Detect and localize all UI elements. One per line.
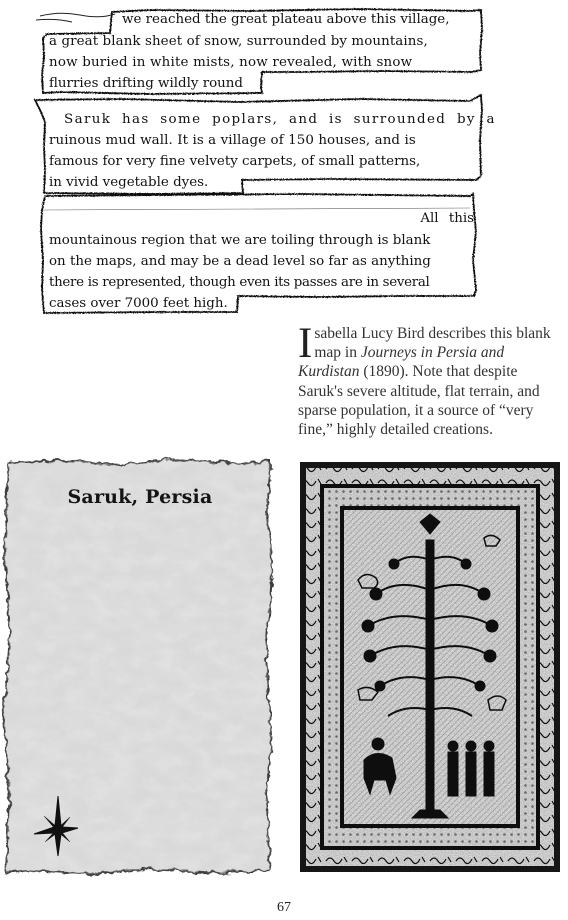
clipping-2-body-rest — [49, 130, 474, 193]
clipping-3-body — [49, 230, 474, 314]
clip3-line-5: cases over 7000 feet high. — [49, 296, 228, 311]
blank-map — [0, 455, 278, 880]
clipping-3-first-line — [408, 208, 474, 229]
clip1-line-4: flurries drifting wildly round — [49, 76, 244, 91]
clip1-line-1: we reached the great plateau above this village, — [122, 12, 450, 27]
clip1-line-3: now buried in white mists, now revealed, with snow — [49, 55, 413, 70]
intro-text-b: (1890). Note that despite Saruk's severe altitude, flat terrain, and sparse population, it a source of “very fine,” highly detailed creations. — [298, 363, 540, 439]
clip2-line-4: in vivid vegetable dyes. — [49, 175, 209, 190]
clip3-line-1: All this — [420, 211, 474, 226]
drop-cap: I — [298, 320, 313, 367]
clip3-line-3: on the maps, and may be a dead level so far as anything — [49, 254, 431, 269]
book-title: Journeys in Persia and Kurdistan — [298, 344, 505, 381]
clip3-line-4: there is represented, though even its passes are in several — [49, 275, 430, 290]
clip3-line-2: mountainous region that we are toiling through is blank — [49, 233, 431, 248]
clipping-2-body — [64, 109, 496, 130]
intro-paragraph — [298, 320, 562, 439]
saruk-carpet-illustration — [298, 460, 562, 874]
clip2-line-2: ruinous mud wall. It is a village of 150 houses, and is — [49, 133, 416, 148]
clip2-line-3: famous for very fine velvety carpets, of small patterns, — [49, 154, 421, 169]
intro-text-a: sabella Lucy Bird describes this blank map in — [314, 325, 551, 362]
clipping-1-first-line — [122, 9, 474, 30]
map-title: Saruk, Persia — [67, 486, 213, 508]
clipping-1-body — [49, 31, 471, 94]
clip2-line-1: Saruk has some poplars, and is surrounded by a — [64, 112, 496, 127]
page-number: 67 — [277, 900, 291, 915]
clip1-line-2: a great blank sheet of snow, surrounded by mountains, — [49, 34, 428, 49]
